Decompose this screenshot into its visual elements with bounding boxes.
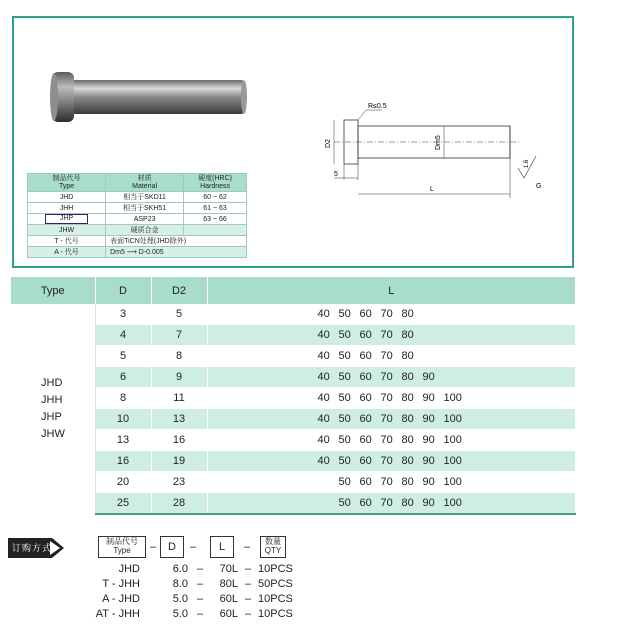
spec-material: 硬质合金 — [106, 225, 184, 236]
l-value: 70 — [380, 329, 393, 341]
spec-material: 相当于SKH51 — [106, 203, 184, 214]
spec-material: 相当于SKD11 — [106, 192, 184, 203]
d-value: 4 — [95, 325, 151, 346]
spec-row — [28, 203, 247, 214]
type-name: JHH — [41, 393, 63, 406]
l-value: 80 — [401, 329, 414, 341]
l-value: 70 — [380, 392, 393, 404]
size-row — [11, 367, 576, 388]
order-head-l: L — [210, 536, 234, 558]
l-value: 80 — [401, 308, 414, 320]
order-dash: – — [196, 578, 204, 590]
order-dash: – — [150, 541, 157, 553]
l-value: 50 — [338, 434, 351, 446]
type-name: JHD — [41, 376, 63, 389]
d-value: 8 — [95, 388, 151, 409]
order-l: 70L — [219, 563, 238, 575]
l-value: 50 — [338, 350, 351, 362]
size-table-header — [11, 277, 576, 304]
l-value: 100 — [443, 413, 462, 425]
order-d: 5.0 — [172, 608, 188, 620]
order-type: T - JHH — [102, 578, 140, 590]
type-name: JHP — [41, 410, 62, 423]
order-example — [80, 563, 308, 575]
l-value: 60 — [359, 413, 372, 425]
l-value: 100 — [443, 455, 462, 467]
l-value: 50 — [338, 371, 351, 383]
d2-value: 13 — [151, 409, 207, 430]
spec-type: JHP — [28, 214, 106, 225]
l-values — [207, 430, 576, 451]
d-value: 3 — [95, 304, 151, 325]
l-value: 50 — [338, 455, 351, 467]
l-value: 40 — [317, 413, 330, 425]
spec-row — [28, 192, 247, 203]
size-row — [11, 346, 576, 367]
size-row — [11, 451, 576, 472]
l-value: 60 — [359, 434, 372, 446]
d-value: 6 — [95, 367, 151, 388]
l-value: 100 — [443, 476, 462, 488]
d2-value: 7 — [151, 325, 207, 346]
l-value: 60 — [359, 392, 372, 404]
l-value: 70 — [380, 413, 393, 425]
l-value: 40 — [317, 392, 330, 404]
l-value: 70 — [380, 497, 393, 509]
l-value: 40 — [317, 308, 330, 320]
d-value: 25 — [95, 493, 151, 515]
type-name: JHW — [41, 427, 65, 440]
technical-drawing — [304, 98, 554, 208]
order-dash: – — [196, 593, 204, 605]
order-dash: – — [244, 608, 252, 620]
order-head-qty: 数量 QTY — [260, 536, 286, 558]
l-value: 50 — [338, 308, 351, 320]
l-value: 50 — [338, 413, 351, 425]
order-type: AT - JHH — [95, 608, 140, 620]
d-value: 10 — [95, 409, 151, 430]
d-value: 5 — [95, 346, 151, 367]
l-value: 50 — [338, 392, 351, 404]
d-value: 16 — [95, 451, 151, 472]
order-dash: – — [196, 563, 204, 575]
l-value: 40 — [317, 434, 330, 446]
size-row — [11, 493, 576, 515]
l-values — [207, 388, 576, 409]
l-value: 70 — [380, 350, 393, 362]
type-list — [11, 304, 95, 514]
header-d: D — [95, 277, 151, 304]
l-values — [207, 493, 576, 515]
size-row — [11, 430, 576, 451]
size-row — [11, 388, 576, 409]
spec-hardness: 61 ~ 63 — [184, 203, 247, 214]
spec-type: JHW — [28, 225, 106, 236]
spec-type: JHD — [28, 192, 106, 203]
l-value: 80 — [401, 413, 414, 425]
order-dash: – — [244, 593, 252, 605]
order-head-d: D — [160, 536, 184, 558]
l-values — [207, 325, 576, 346]
l-value: 70 — [380, 455, 393, 467]
l-value: 40 — [317, 350, 330, 362]
l-value: 60 — [359, 476, 372, 488]
order-example — [80, 578, 308, 590]
dm5-label: Dm5 — [435, 135, 442, 150]
l-value: 80 — [401, 497, 414, 509]
order-qty: 10PCS — [258, 563, 293, 575]
l-value: 60 — [359, 497, 372, 509]
order-dash: – — [196, 608, 204, 620]
spec-hardness: 63 ~ 66 — [184, 214, 247, 225]
note-desc: 表面TiCN处理(JHD除外) — [106, 236, 247, 247]
head-length-label: 5 — [334, 171, 338, 178]
l-value: 60 — [359, 455, 372, 467]
l-value: 100 — [443, 392, 462, 404]
spec-note-row — [28, 236, 247, 247]
spec-note-row — [28, 247, 247, 258]
l-value: 80 — [401, 455, 414, 467]
order-badge-label-wrap — [8, 536, 66, 560]
l-value: 60 — [359, 329, 372, 341]
roughness-label: 1.6 — [524, 159, 530, 168]
order-example — [80, 608, 308, 620]
note-desc: Dm5 ⟶ D-0.005 — [106, 247, 247, 258]
order-dash: – — [190, 541, 197, 553]
spec-row — [28, 214, 247, 225]
d2-value: 11 — [151, 388, 207, 409]
order-example — [80, 593, 308, 605]
l-value: 90 — [422, 455, 435, 467]
l-value: 80 — [401, 371, 414, 383]
order-qty: 10PCS — [258, 608, 293, 620]
l-value: 70 — [380, 371, 393, 383]
spec-type: JHH — [28, 203, 106, 214]
l-values — [207, 304, 576, 325]
order-l: 60L — [219, 593, 238, 605]
d2-value: 19 — [151, 451, 207, 472]
l-value: 80 — [401, 476, 414, 488]
header-l: L — [207, 277, 576, 304]
l-value: 50 — [338, 497, 351, 509]
product-panel — [12, 16, 574, 268]
spec-header-hardness: 硬度(HRC) Hardness — [184, 174, 247, 192]
order-dash: – — [244, 541, 251, 553]
l-value: 100 — [443, 497, 462, 509]
l-values — [207, 346, 576, 367]
pin-photo — [48, 70, 248, 132]
d-value: 13 — [95, 430, 151, 451]
l-value: 70 — [380, 434, 393, 446]
spec-header-row — [28, 174, 247, 192]
d2-value: 9 — [151, 367, 207, 388]
l-value: 90 — [422, 476, 435, 488]
spec-header-type: 制品代号 Type — [28, 174, 106, 192]
l-value: 90 — [422, 497, 435, 509]
spec-hardness: 60 ~ 62 — [184, 192, 247, 203]
spec-row — [28, 225, 247, 236]
order-qty: 50PCS — [258, 578, 293, 590]
order-l: 80L — [219, 578, 238, 590]
l-value: 60 — [359, 371, 372, 383]
l-value: 70 — [380, 476, 393, 488]
header-type: Type — [11, 277, 95, 304]
order-dash: – — [244, 578, 252, 590]
l-value: 60 — [359, 308, 372, 320]
order-qty: 10PCS — [258, 593, 293, 605]
size-row — [11, 472, 576, 493]
l-values — [207, 451, 576, 472]
note-code: A - 代号 — [28, 247, 106, 258]
spec-hardness — [184, 225, 247, 236]
radius-label: R≤0.5 — [368, 103, 387, 110]
size-row — [11, 325, 576, 346]
size-row — [11, 409, 576, 430]
l-value: 40 — [317, 455, 330, 467]
order-head-type: 制品代号 Type — [98, 536, 146, 558]
order-l: 60L — [219, 608, 238, 620]
l-value: 100 — [443, 434, 462, 446]
d2-value: 23 — [151, 472, 207, 493]
note-code: T - 代号 — [28, 236, 106, 247]
order-type: A - JHD — [102, 593, 140, 605]
length-label: L — [430, 186, 434, 193]
d2-value: 16 — [151, 430, 207, 451]
l-value: 90 — [422, 434, 435, 446]
l-value: 60 — [359, 350, 372, 362]
l-value: 80 — [401, 392, 414, 404]
d2-value: 5 — [151, 304, 207, 325]
l-values — [207, 409, 576, 430]
order-badge-label: 订购方式 — [12, 543, 53, 553]
l-values — [207, 472, 576, 493]
size-row — [11, 304, 576, 325]
order-d: 5.0 — [172, 593, 188, 605]
spec-header-material: 材质 Material — [106, 174, 184, 192]
g-label: G — [536, 183, 542, 190]
l-value: 90 — [422, 371, 435, 383]
header-d2: D2 — [151, 277, 207, 304]
d2-value: 28 — [151, 493, 207, 515]
l-value: 70 — [380, 308, 393, 320]
l-value: 80 — [401, 434, 414, 446]
l-value: 40 — [317, 371, 330, 383]
order-dash: – — [244, 563, 252, 575]
l-value: 50 — [338, 476, 351, 488]
d2-value: 8 — [151, 346, 207, 367]
d-value: 20 — [95, 472, 151, 493]
d2-label: D2 — [325, 139, 332, 148]
order-d: 6.0 — [172, 563, 188, 575]
l-value: 50 — [338, 329, 351, 341]
size-table — [11, 277, 576, 515]
l-value: 80 — [401, 350, 414, 362]
l-value: 90 — [422, 392, 435, 404]
spec-material: ASP23 — [106, 214, 184, 225]
l-values — [207, 367, 576, 388]
order-d: 8.0 — [172, 578, 188, 590]
l-value: 90 — [422, 413, 435, 425]
material-spec-table — [27, 173, 247, 258]
order-type: JHD — [118, 563, 140, 575]
l-value: 40 — [317, 329, 330, 341]
